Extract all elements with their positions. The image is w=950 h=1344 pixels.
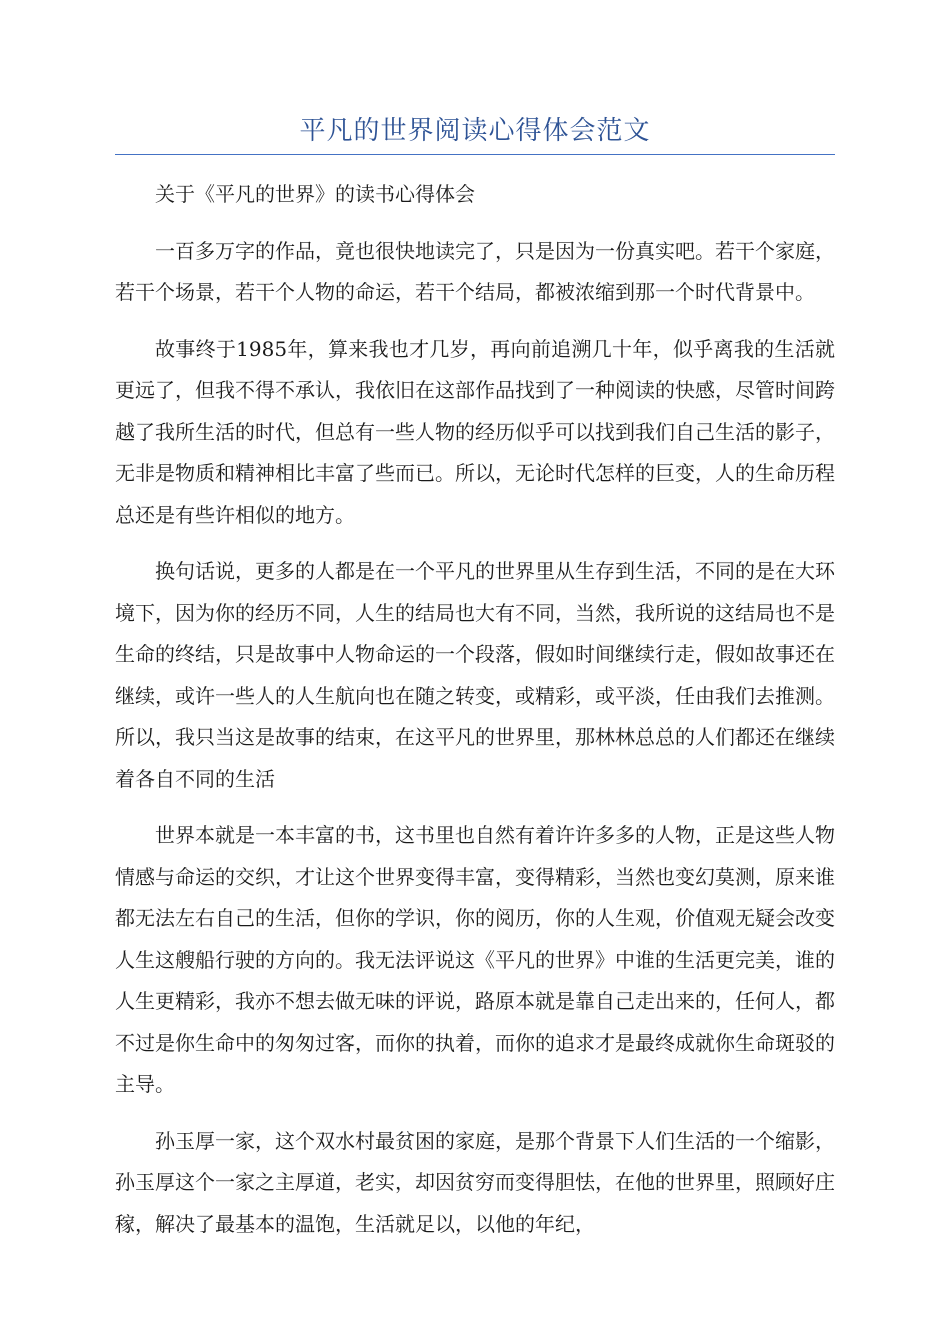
paragraph: 孙玉厚一家，这个双水村最贫困的家庭，是那个背景下人们生活的一个缩影，孙玉厚这个一家之主厚道，老实，却因贫穷而变得胆怯，在他的世界里，照顾好庄稼，解决了最基本的温饱，生活就足以，以他的年纪， — [115, 1128, 835, 1236]
title-underline — [115, 154, 835, 155]
paragraph: 换句话说，更多的人都是在一个平凡的世界里从生存到生活，不同的是在大环境下，因为你的经历不同，人生的结局也大有不同，当然，我所说的这结局也不是生命的终结，只是故事中人物命运的一个段落，假如时间继续行走，假如故事还在继续，或许一些人的人生航向也在随之转变，或精彩，或平淡，任由我们去推测。所以，我只当这是故事的结束，在这平凡的世界里，那林林总总的人们都还在继续着各自不同的生活 — [115, 559, 835, 791]
document-title: 平凡的世界阅读心得体会范文 — [299, 116, 651, 146]
paragraph: 世界本就是一本丰富的书，这书里也自然有着许许多多的人物，正是这些人物情感与命运的交织，才让这个世界变得丰富，变得精彩，当然也变幻莫测，原来谁都无法左右自己的生活，但你的学识，你的阅历，你的人生观，价值观无疑会改变人生这艘船行驶的方向的。我无法评说这《平凡的世界》中谁的生活更完美，谁的人生更精彩，我亦不想去做无味的评说，路原本就是靠自己走出来的，任何人，都不过是你生命中的匆匆过客，而你的执着，而你的追求才是最终成就你生命斑驳的主导。 — [115, 823, 835, 1096]
document-body — [115, 174, 835, 1260]
paragraph-subtitle: 关于《平凡的世界》的读书心得体会 — [155, 182, 475, 206]
paragraph: 故事终于1985年，算来我也才几岁，再向前追溯几十年，似乎离我的生活就更远了，但我不得不承认，我依旧在这部作品找到了一种阅读的快感，尽管时间跨越了我所生活的时代，但总有一些人物的经历似乎可以找到我们自己生活的影子，无非是物质和精神相比丰富了些而已。所以，无论时代怎样的巨变，人的生命历程总还是有些许相似的地方。 — [115, 336, 835, 527]
paragraph: 一百多万字的作品，竟也很快地读完了，只是因为一份真实吧。若干个家庭，若干个场景，若干个人物的命运，若干个结局，都被浓缩到那一个时代背景中。 — [115, 238, 835, 304]
